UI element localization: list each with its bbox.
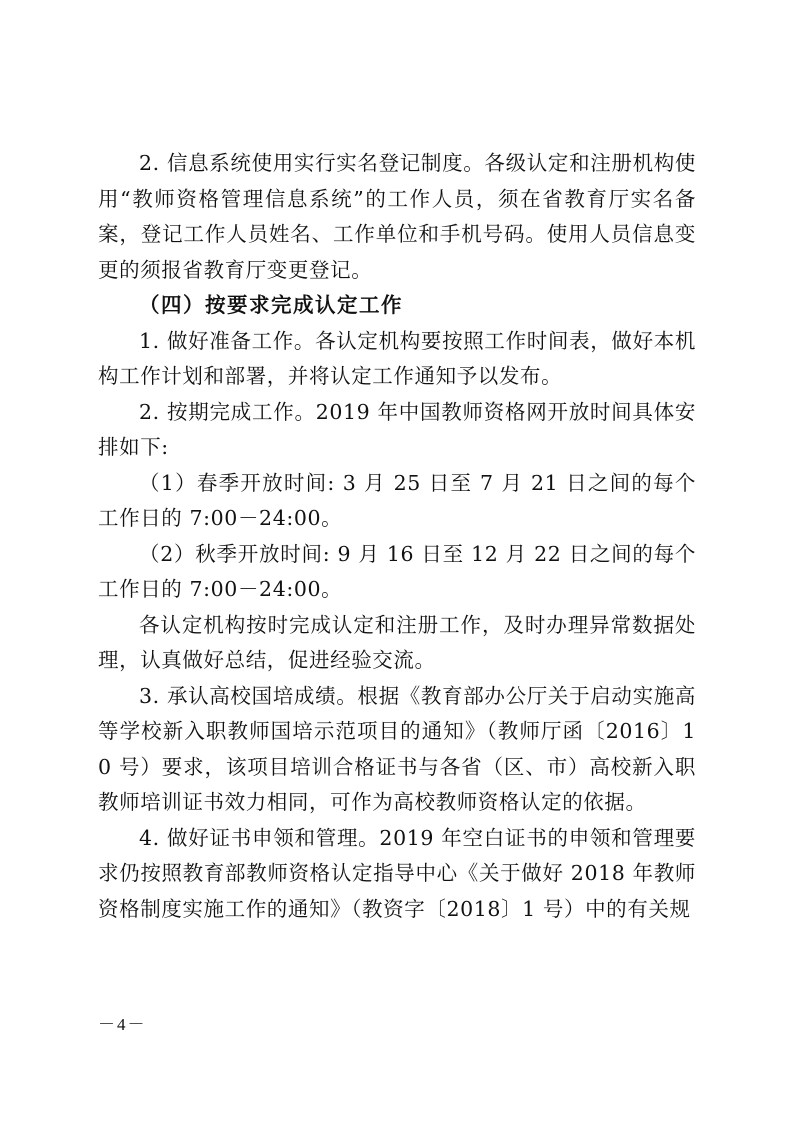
section-heading-complete-certification: （四）按要求完成认定工作	[139, 293, 403, 317]
page-number: －4－	[98, 1015, 147, 1034]
paragraph-preparation-work: 1. 做好准备工作。各认定机构要按照工作时间表，做好本机构工作计划和部署，并将认定工作通知予以发布。	[98, 328, 696, 388]
paragraph-info-system-registration: 2. 信息系统使用实行实名登记制度。各级认定和注册机构使用“教师资格管理信息系统”的工作人员，须在省教育厅实名备案，登记工作人员姓名、工作单位和手机号码。使用人员信息变更的须报省教育厅变更登记。	[98, 151, 696, 282]
document-body	[98, 146, 696, 927]
paragraph-complete-on-time: 各认定机构按时完成认定和注册工作，及时办理异常数据处理，认真做好总结，促进经验交流。	[98, 612, 696, 672]
paragraph-autumn-opening-time: （2）秋季开放时间: 9 月 16 日至 12 月 22 日之间的每个工作日的 7:00－24:00。	[98, 541, 696, 601]
paragraph-recognize-training-results: 3. 承认高校国培成绩。根据《教育部办公厅关于启动实施高等学校新入职教师国培示范项目的通知》（教师厅函〔2016〕10 号）要求，该项目培训合格证书与各省（区、市）高校新入职教师培训证书效力相同，可作为高校教师资格认定的依据。	[98, 683, 696, 814]
paragraph-schedule-intro: 2. 按期完成工作。2019 年中国教师资格网开放时间具体安排如下:	[98, 399, 696, 459]
paragraph-spring-opening-time: （1）春季开放时间: 3 月 25 日至 7 月 21 日之间的每个工作日的 7:00－24:00。	[98, 470, 696, 530]
paragraph-certificate-management: 4. 做好证书申领和管理。2019 年空白证书的申领和管理要求仍按照教育部教师资格认定指导中心《关于做好 2018 年教师资格制度实施工作的通知》（教资字〔2018〕1 号）中的有关规	[98, 825, 696, 921]
